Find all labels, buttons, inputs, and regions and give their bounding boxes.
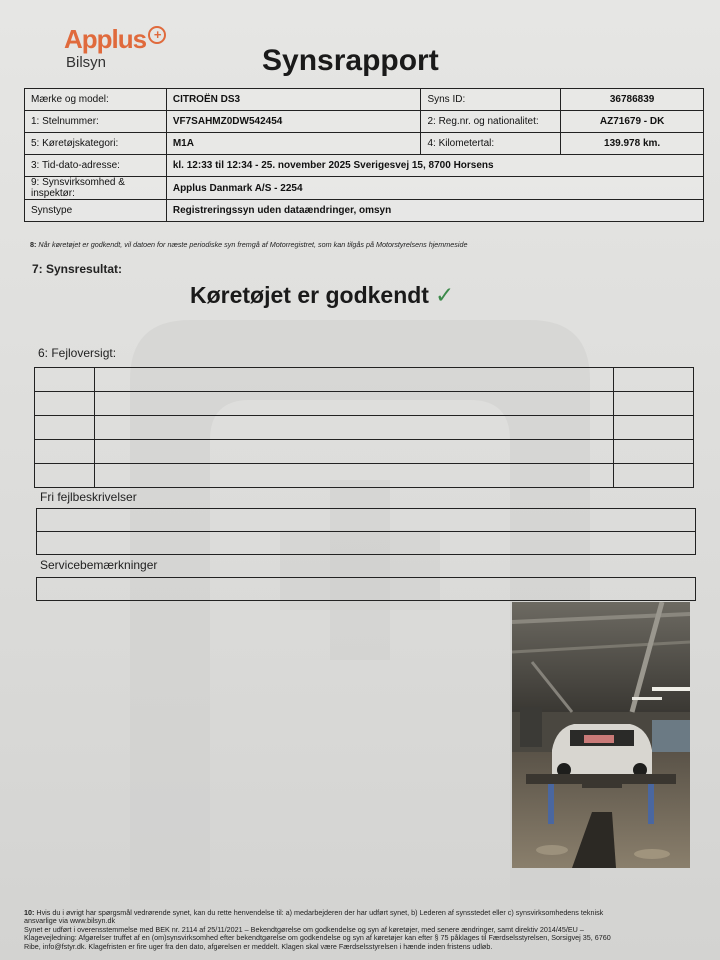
odometer-value: 139.978 km.	[561, 133, 704, 155]
footer-line-1: Hvis du i øvrigt har spørgsmål vedrørende synet, kan du rette henvendelse til: a) medarbejderen der har udført synet, b) Lederen af synsstedet eller c) synsvirksomhedens teknisk	[36, 908, 604, 917]
logo-subtitle: Bilsyn	[66, 54, 107, 71]
table-row	[35, 440, 694, 464]
note-8-text: Når køretøjet er godkendt, vil datoen for næste periodiske syn fremgå af Motorregistret, som kan tilgås på Motorstyrelsens hjemmeside	[38, 240, 468, 249]
category-value: M1A	[166, 133, 421, 155]
vin-value: VF7SAHMZ0DW542454	[166, 111, 421, 133]
vehicle-lift-photo	[512, 602, 690, 868]
inspection-id-value: 36786839	[561, 89, 704, 111]
table-row	[25, 133, 704, 155]
time-date-address-value: kl. 12:33 til 12:34 - 25. november 2025 Sverigesvej 15, 8700 Horsens	[166, 155, 703, 177]
faults-table	[34, 367, 694, 488]
table-row	[25, 111, 704, 133]
category-label: 5: Køretøjskategori:	[25, 133, 167, 155]
table-row	[35, 464, 694, 488]
vehicle-info-table	[24, 88, 704, 222]
table-row	[25, 89, 704, 111]
table-row	[35, 368, 694, 392]
note-8	[30, 240, 467, 249]
footer-notes	[24, 909, 704, 951]
time-date-address-label: 3: Tid-dato-adresse:	[25, 155, 167, 177]
table-row	[25, 177, 704, 200]
registration-label: 2: Reg.nr. og nationalitet:	[421, 111, 561, 133]
checkmark-icon: ✓	[434, 282, 455, 308]
table-row	[35, 392, 694, 416]
table-row	[25, 200, 704, 222]
footer-line-3: Synet er udført i overensstemmelse med BEK nr. 2114 af 25/11/2021 – Bekendtgørelse om godkendelse og syn af køretøjer, med senere ændringer, samt direktiv 2014/45/EU –	[24, 924, 584, 934]
inspection-type-value: Registreringssyn uden dataændringer, omsyn	[166, 200, 703, 222]
footer-line-4: Klagevejledning: Afgørelser truffet af en (om)synsvirksomhed efter bekendtgørelse om godkendelse og syn af køretøjer kan efter § 75 påklages til Færdselsstyrelsen, Sorsigvej 35, 6760	[24, 933, 611, 943]
faults-label: 6: Fejloversigt:	[38, 346, 117, 360]
result-status	[190, 282, 454, 309]
inspection-type-label: Synstype	[25, 200, 167, 222]
applus-logo	[64, 26, 166, 71]
make-value: CITROËN DS3	[166, 89, 421, 111]
registration-value: AZ71679 - DK	[561, 111, 704, 133]
service-remarks-box	[36, 577, 696, 601]
footer-number: 10:	[24, 908, 35, 917]
make-label: Mærke og model:	[25, 89, 167, 111]
inspection-id-label: Syns ID:	[421, 89, 561, 111]
free-description-box-1	[36, 508, 696, 532]
table-row	[35, 416, 694, 440]
logo-brand: Applus	[64, 24, 147, 54]
footer-line-2[interactable]: ansvarlige via www.bilsyn.dk	[24, 916, 116, 926]
inspector-label: 9: Synsvirksomhed & inspektør:	[25, 177, 167, 200]
result-text: Køretøjet er godkendt	[190, 282, 429, 308]
table-row	[25, 155, 704, 177]
inspector-value: Applus Danmark A/S - 2254	[166, 177, 703, 200]
footer-line-5: Ribe, info@fstyr.dk. Klagefristen er fire uger fra den dato, afgørelsen er meddelt. Klagen skal være Færdselsstyrelsen i hænde inden fristens udløb.	[24, 941, 493, 951]
note-8-number: 8:	[30, 240, 37, 249]
logo-plus-icon: +	[148, 26, 166, 44]
free-description-box-2	[36, 531, 696, 555]
result-label: 7: Synsresultat:	[32, 262, 123, 276]
odometer-label: 4: Kilometertal:	[421, 133, 561, 155]
page-title: Synsrapport	[262, 44, 439, 77]
vin-label: 1: Stelnummer:	[25, 111, 167, 133]
service-remarks-label: Servicebemærkninger	[40, 558, 158, 572]
free-description-label: Fri fejlbeskrivelser	[40, 490, 137, 504]
